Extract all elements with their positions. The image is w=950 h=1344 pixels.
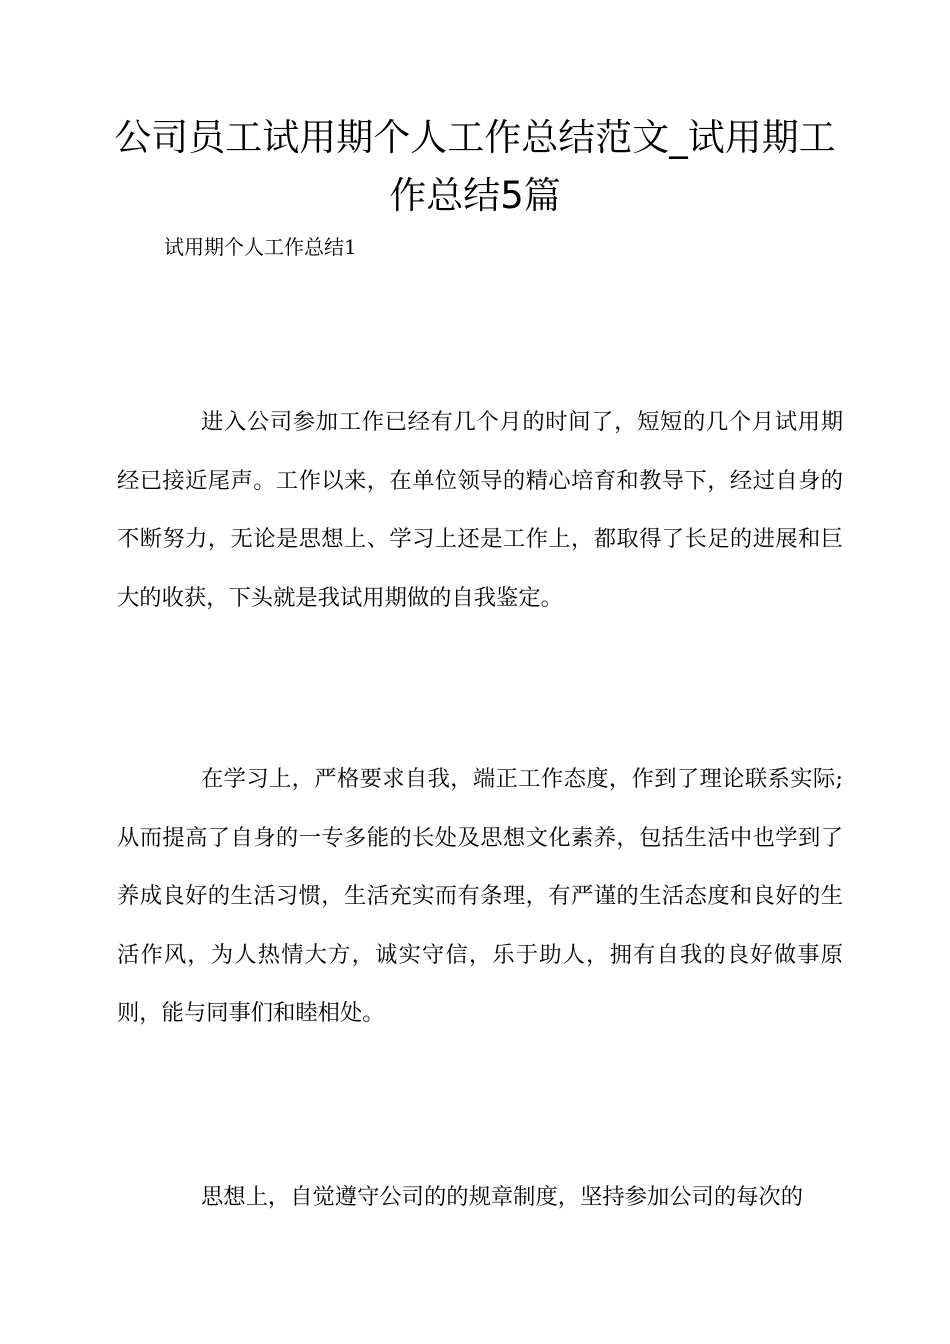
paragraph-2: 在学习上，严格要求自我，端正工作态度，作到了理论联系实际;从而提高了自身的一专多能的长处及思想文化素养，包括生活中也学到了养成良好的生活习惯，生活充实而有条理，有严谨的生活态度和良好的生活作风，为人热情大方，诚实守信，乐于助人，拥有自我的良好做事原则，能与同事们和睦相处。 [117,766,843,1026]
document-title: 公司员工试用期个人工作总结范文_试用期工作总结5篇 [114,115,836,217]
paragraph-1: 进入公司参加工作已经有几个月的时间了，短短的几个月试用期经已接近尾声。工作以来，在单位领导的精心培育和教导下，经过自身的不断努力，无论是思想上、学习上还是工作上，都取得了长足的进展和巨大的收获，下头就是我试用期做的自我鉴定。 [117,409,843,611]
section-heading: 试用期个人工作总结1 [164,235,357,259]
paragraph-3: 思想上，自觉遵守公司的的规章制度，坚持参加公司的每次的 [201,1184,804,1210]
